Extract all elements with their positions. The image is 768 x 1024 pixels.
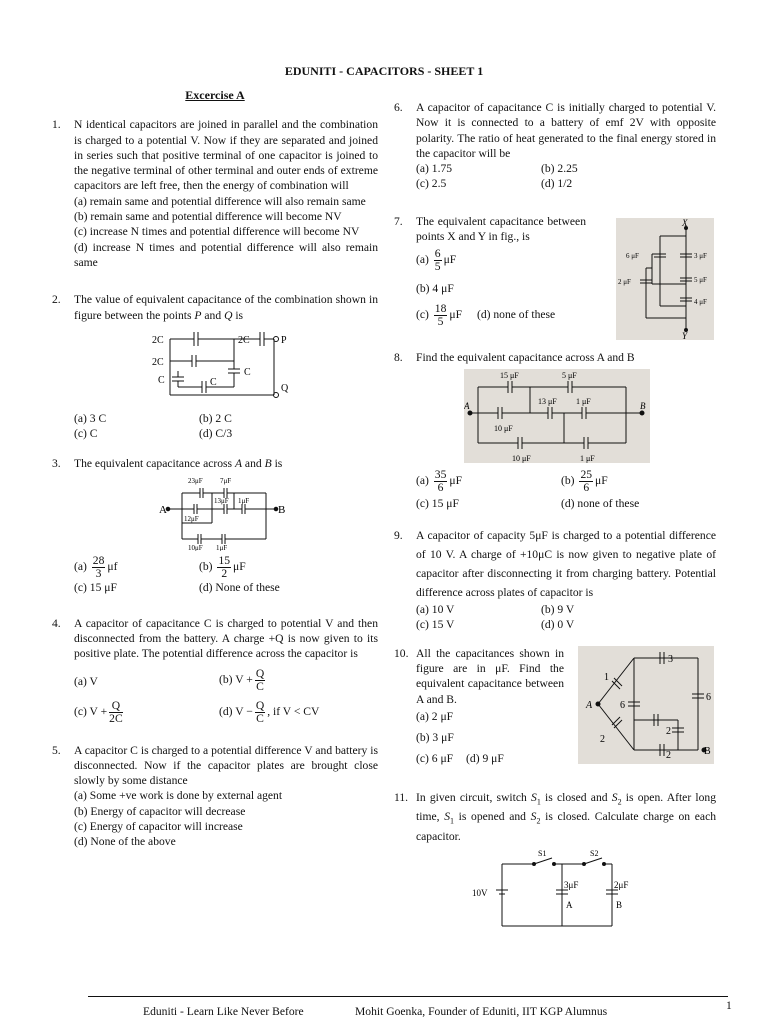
label-2c-middle: 2C xyxy=(152,356,164,368)
option-c: (c) 2.5 xyxy=(416,177,447,191)
question-stem: A capacitor of capacitance C is charged to potential V and then disconnected from the battery. A charge +Q is now given to its positive plate. The potential difference across the capacitor is xyxy=(74,616,378,661)
question-1 xyxy=(52,117,378,270)
question-number: 10. xyxy=(394,646,409,660)
option-d: (d) 0 V xyxy=(541,617,575,631)
label-a: A xyxy=(586,699,593,711)
option-d: (d) 9 μF xyxy=(466,752,504,766)
label-b: B xyxy=(640,401,646,412)
option-a: (a) 1.75 xyxy=(416,162,453,176)
label-10uf-bottom: 10 μF xyxy=(512,454,531,464)
footer-tagline: Eduniti - Learn Like Never Before xyxy=(143,1005,304,1018)
left-column xyxy=(52,88,378,850)
label-2uf: 2μF xyxy=(614,880,629,891)
option-a: (a) V xyxy=(74,674,98,688)
question-4 xyxy=(52,616,378,725)
label-y: Y xyxy=(682,330,688,340)
label-x: X xyxy=(682,217,688,228)
label-1uf-bottom: 1 μF xyxy=(580,454,595,464)
option-b: (b) remain same and potential difference will become NV xyxy=(74,210,342,224)
label-4uf: 4 μF xyxy=(694,297,707,306)
option-b: (b) 4 μF xyxy=(416,282,454,296)
question-number: 11. xyxy=(394,790,409,804)
option-a: (a) Some +ve work is done by external agent xyxy=(74,789,283,803)
question-number: 5. xyxy=(52,743,61,757)
option-a: (a) 3 C xyxy=(74,412,107,426)
option-b: (b) 2 C xyxy=(199,412,232,426)
option-a: (a) $\frac{6}{5}$ μF xyxy=(416,247,457,274)
label-a: A xyxy=(464,401,470,412)
option-b: (b) Energy of capacitor will decrease xyxy=(74,804,246,818)
label-1: 1 xyxy=(604,671,609,683)
question-3 xyxy=(52,456,378,596)
question-stem: All the capacitances shown in figure are in μF. Find the equivalent capacitance between A and B. xyxy=(416,646,564,706)
option-c: (c) Energy of capacitor will increase xyxy=(74,820,243,834)
question-number: 9. xyxy=(394,528,403,542)
question-8 xyxy=(394,350,716,512)
label-6-right: 6 xyxy=(706,691,711,703)
option-b: (b) 2.25 xyxy=(541,162,578,176)
label-a: A xyxy=(159,504,167,517)
label-5uf: 5 μF xyxy=(694,275,707,284)
option-a: (a) remain same and potential difference will also remain same xyxy=(74,194,366,208)
label-s2: S2 xyxy=(590,850,599,859)
question-stem: The equivalent capacitance across A and B is xyxy=(74,456,283,470)
option-d: (d) 1/2 xyxy=(541,177,573,191)
question-number: 3. xyxy=(52,456,61,470)
label-3: 3 xyxy=(668,653,673,665)
question-number: 2. xyxy=(52,293,61,307)
question-number: 7. xyxy=(394,214,403,228)
label-12uf: 12μF xyxy=(184,515,199,524)
question-stem: N identical capacitors are joined in parallel and the combination is charged to a potential V. Now if they are separated and joined in series such that positive terminal of one capacitor is joined to the negative terminal of other terminal and outer ends of extreme capacitors are left free, then the energy of combination will xyxy=(74,118,378,193)
capacitor-circuit-figure-q2 xyxy=(74,323,374,407)
question-2 xyxy=(52,292,378,441)
right-column xyxy=(394,100,716,938)
option-b: (b) $\frac{25}{6}$ μF xyxy=(561,468,608,495)
question-stem: A capacitor of capacity 5μF is charged to a potential difference of 10 V. A charge of +10μC is now given to negative plate of capacitor after disconnecting it from charging battery. Potential difference across plates of capacitor is xyxy=(416,528,716,599)
option-d: (d) none of these xyxy=(561,497,640,511)
option-d: (d) None of the above xyxy=(74,835,176,849)
capacitor-circuit-figure-q10 xyxy=(578,646,714,764)
label-c-right: C xyxy=(244,366,251,378)
question-stem: The equivalent capacitance between points X and Y in fig., is xyxy=(416,214,586,244)
question-stem: Find the equivalent capacitance across A and B xyxy=(416,350,635,364)
label-6-middle: 6 xyxy=(620,699,625,711)
label-2-bottom: 2 xyxy=(666,749,671,761)
capacitor-circuit-figure-q8 xyxy=(464,369,650,463)
option-c: (c) C xyxy=(74,427,98,441)
label-2uf: 2 μF xyxy=(618,277,631,286)
label-10v: 10V xyxy=(472,888,488,899)
option-d: (d) C/3 xyxy=(199,427,233,441)
option-c: (c) 15 μF xyxy=(416,497,459,511)
label-13uf: 13μF xyxy=(214,497,229,506)
label-3uf: 3 μF xyxy=(694,251,707,260)
option-a: (a) 2 μF xyxy=(416,709,454,723)
option-a: (a) $\frac{28}{3}$ μf xyxy=(74,554,118,581)
label-7uf: 7μF xyxy=(220,477,232,486)
footer-author: Mohit Goenka, Founder of Eduniti, IIT KGP Alumnus xyxy=(355,1005,608,1018)
option-d: (d) V − $\frac{Q}{C}$ , if V < CV xyxy=(219,698,320,725)
option-c: (c) 15 V xyxy=(416,617,455,631)
label-5uf: 5 μF xyxy=(562,371,577,381)
label-2-left: 2 xyxy=(600,733,605,745)
question-stem: A capacitor C is charged to a potential difference V and battery is disconnected. Now if the capacitor plates are brought close slowly by some distance xyxy=(74,743,378,788)
label-c-bottom: C xyxy=(210,376,217,388)
label-q: Q xyxy=(281,382,289,394)
question-number: 1. xyxy=(52,118,61,132)
question-stem: In given circuit, switch $S_1$ is closed and $S_2$ is open. After long time, $S_1$ is opened and $S_2$ is closed. Calculate charge on each capacitor. xyxy=(416,790,717,843)
label-2-mid: 2 xyxy=(666,725,671,737)
label-2c-top-right: 2C xyxy=(238,334,250,346)
question-number: 8. xyxy=(394,350,403,364)
label-10uf: 10μF xyxy=(188,544,203,552)
label-3uf: 3μF xyxy=(564,880,579,891)
label-c-left: C xyxy=(158,374,165,386)
option-b: (b) 9 V xyxy=(541,602,575,616)
label-23uf: 23μF xyxy=(188,477,203,486)
capacitor-circuit-figure-q7 xyxy=(616,218,714,340)
question-10 xyxy=(394,646,716,776)
label-15uf: 15 μF xyxy=(500,371,519,381)
label-1uf-top: 1μF xyxy=(238,497,250,506)
question-number: 4. xyxy=(52,616,61,630)
label-b: B xyxy=(278,504,286,517)
page-number: 1 xyxy=(726,999,732,1012)
option-a: (a) 10 V xyxy=(416,602,455,616)
label-1uf-bottom: 1μF xyxy=(216,544,228,552)
option-c: (c) 6 μF xyxy=(416,752,454,766)
question-7 xyxy=(394,214,716,344)
question-6 xyxy=(394,100,716,192)
label-2c-top-left: 2C xyxy=(152,334,164,346)
exercise-heading: Excercise A xyxy=(185,88,245,102)
label-s1: S1 xyxy=(538,850,547,859)
page-title: EDUNITI - CAPACITORS - SHEET 1 xyxy=(284,64,484,78)
option-c: (c) increase N times and potential difference will become NV xyxy=(74,225,360,239)
option-b: (b) $\frac{15}{2}$ μF xyxy=(199,554,246,581)
label-13uf: 13 μF xyxy=(538,397,557,407)
label-a: A xyxy=(566,900,573,911)
label-p: P xyxy=(281,334,287,346)
label-b: B xyxy=(704,745,711,757)
question-number: 6. xyxy=(394,101,403,114)
option-d: (d) None of these xyxy=(199,581,280,595)
option-b: (b) 3 μF xyxy=(416,731,454,745)
label-b: B xyxy=(616,900,623,911)
capacitor-circuit-figure-q11 xyxy=(472,850,642,934)
option-b: (b) V + $\frac{Q}{C}$ xyxy=(219,666,265,693)
option-c: (c) $\frac{18}{5}$ μF xyxy=(416,301,463,328)
label-6uf: 6 μF xyxy=(626,251,639,260)
option-d: (d) increase N times and potential difference will also remain same xyxy=(74,240,378,269)
question-9 xyxy=(394,526,716,632)
option-a: (a) $\frac{35}{6}$ μF xyxy=(416,468,463,495)
label-1uf-top: 1 μF xyxy=(576,397,591,407)
label-10uf-mid: 10 μF xyxy=(494,424,513,434)
question-stem: A capacitor of capacitance C is initially charged to potential V. Now it is connected to a battery of emf 2V with opposite polarity. The ratio of heat generated to the final energy stored in the capacitor will be xyxy=(416,101,716,160)
question-11 xyxy=(394,790,716,939)
option-d: (d) none of these xyxy=(476,307,556,321)
option-c: (c) 15 μF xyxy=(74,581,117,595)
option-c: (c) V + $\frac{Q}{2C}$ xyxy=(74,698,123,725)
question-5 xyxy=(52,743,378,850)
question-stem: The value of equivalent capacitance of the combination shown in figure between the points P and Q is xyxy=(74,293,378,322)
footer-rule xyxy=(88,996,728,997)
capacitor-circuit-figure-q3 xyxy=(74,471,374,551)
